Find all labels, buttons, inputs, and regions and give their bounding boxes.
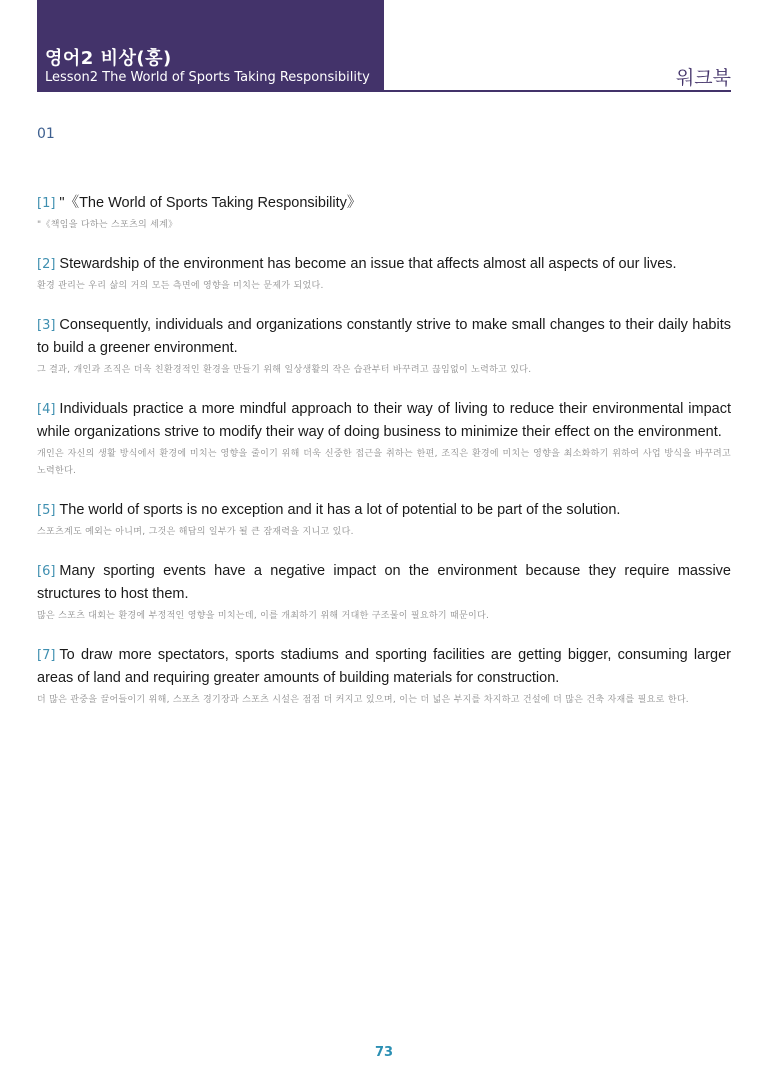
sentence-marker: [3] [37, 318, 56, 333]
list-item [37, 499, 731, 541]
sentence-list [37, 192, 731, 728]
sentence-marker: [4] [37, 402, 56, 417]
english-sentence [37, 314, 731, 360]
sentence-marker: [2] [37, 257, 56, 272]
list-item [37, 644, 731, 709]
sentence-marker: [7] [37, 648, 56, 663]
sentence-marker: [5] [37, 503, 56, 518]
english-text: To draw more spectators, sports stadiums and sporting facilities are getting bigger, consuming larger areas of land and requiring greater amounts of building materials for construction. [37, 647, 731, 686]
korean-translation: 환경 관리는 우리 삶의 거의 모든 측면에 영향을 미치는 문제가 되었다. [37, 281, 324, 291]
page-number: 73 [374, 1045, 394, 1060]
page-title: 영어2 비상(홍) [45, 48, 172, 69]
english-sentence [37, 644, 731, 690]
list-item [37, 314, 731, 379]
english-text: Individuals practice a more mindful approach to their way of living to reduce their environmental impact while organizations strive to modify their way of doing business to minimize their effect on the environment. [37, 401, 731, 440]
english-sentence [37, 499, 731, 522]
english-text: Many sporting events have a negative impact on the environment because they require massive structures to host them. [37, 563, 731, 602]
english-text: The world of sports is no exception and it has a lot of potential to be part of the solution. [59, 502, 621, 518]
lesson-subtitle: Lesson2 The World of Sports Taking Responsibility [45, 70, 370, 85]
korean-translation: 많은 스포츠 대회는 환경에 부정적인 영향을 미치는데, 이를 개최하기 위해 거대한 구조물이 필요하기 때문이다. [37, 611, 490, 621]
section-number: 01 [37, 126, 55, 142]
list-item [37, 253, 731, 295]
english-text: Stewardship of the environment has become an issue that affects almost all aspects of our lives. [59, 256, 677, 272]
list-item [37, 192, 731, 234]
english-text: Consequently, individuals and organizations constantly strive to make small changes to their daily habits to build a greener environment. [37, 317, 731, 356]
sentence-marker: [6] [37, 564, 56, 579]
korean-translation: 그 결과, 개인과 조직은 더욱 친환경적인 환경을 만들기 위해 일상생활의 작은 습관부터 바꾸려고 끊임없이 노력하고 있다. [37, 365, 532, 375]
korean-translation: 더 많은 관중을 끌어들이기 위해, 스포츠 경기장과 스포츠 시설은 점점 더 커지고 있으며, 이는 더 넓은 부지를 차지하고 건설에 더 많은 건축 자재를 필요로 한다. [37, 695, 689, 705]
english-sentence [37, 253, 731, 276]
english-sentence [37, 398, 731, 444]
korean-translation: 개인은 자신의 생활 방식에서 환경에 미치는 영향을 줄이기 위해 더욱 신중한 접근을 취하는 한편, 조직은 환경에 미치는 영향을 최소화하기 위하여 사업 방식을 바꾸려고 노력한다. [37, 449, 731, 476]
english-text: "《The World of Sports Taking Responsibility》 [59, 195, 362, 211]
list-item [37, 398, 731, 480]
header-banner [37, 0, 384, 90]
korean-translation: 스포츠계도 예외는 아니며, 그것은 해답의 일부가 될 큰 잠재력을 지니고 있다. [37, 527, 354, 537]
sentence-marker: [1] [37, 196, 56, 211]
english-sentence [37, 560, 731, 606]
korean-translation: "《책임을 다하는 스포츠의 세계》 [37, 220, 178, 230]
workbook-label: 워크북 [675, 67, 731, 89]
header-divider [37, 90, 731, 92]
english-sentence [37, 192, 731, 215]
list-item [37, 560, 731, 625]
